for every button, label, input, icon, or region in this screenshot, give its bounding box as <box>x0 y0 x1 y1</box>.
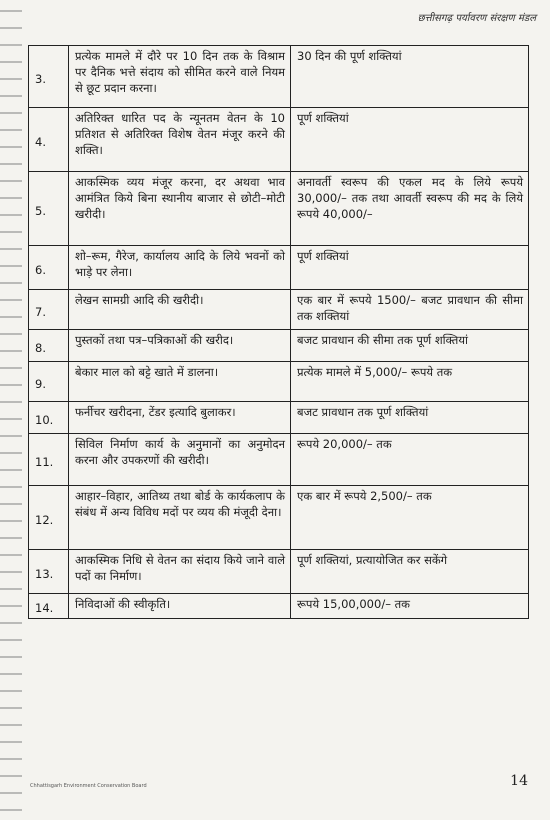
row-number: 11. <box>29 434 69 486</box>
row-number: 10. <box>29 402 69 434</box>
row-power: रूपये 20,000/– तक <box>291 434 529 486</box>
row-number: 3. <box>29 46 69 108</box>
spiral-binding <box>0 0 22 820</box>
table-row <box>29 46 529 108</box>
row-description: फर्नीचर खरीदना, टेंडर इत्यादि बुलाकर। <box>69 402 291 434</box>
row-number: 9. <box>29 362 69 402</box>
row-number: 12. <box>29 486 69 550</box>
table-row <box>29 402 529 434</box>
row-description: प्रत्येक मामले में दौरे पर 10 दिन तक के विश्राम पर दैनिक भत्ते संदाय को सीमित करने वाले नियम से छूट प्रदान करना। <box>69 46 291 108</box>
powers-table <box>28 45 529 619</box>
table-row <box>29 290 529 330</box>
row-power: पूर्ण शक्तियां <box>291 108 529 172</box>
row-power: बजट प्रावधान तक पूर्ण शक्तियां <box>291 402 529 434</box>
row-power: रूपये 15,00,000/– तक <box>291 594 529 619</box>
table-row <box>29 434 529 486</box>
row-description: आकस्मिक व्यय मंजूर करना, दर अथवा भाव आमंत्रित किये बिना स्थानीय बाजार से छोटी–मोटी खरीदी। <box>69 172 291 246</box>
row-power: बजट प्रावधान की सीमा तक पूर्ण शक्तियां <box>291 330 529 362</box>
page-header: छत्तीसगढ़ पर्यावरण संरक्षण मंडल <box>417 13 536 24</box>
row-description: आकस्मिक निधि से वेतन का संदाय किये जाने वाले पदों का निर्माण। <box>69 550 291 594</box>
table-row <box>29 172 529 246</box>
row-description: निविदाओं की स्वीकृति। <box>69 594 291 619</box>
row-description: लेखन सामग्री आदि की खरीदी। <box>69 290 291 330</box>
row-power: अनावर्ती स्वरूप की एकल मद के लिये रूपये 30,000/– तक तथा आवर्ती स्वरूप की मद के लिये रूपये 40,000/– <box>291 172 529 246</box>
table-row <box>29 246 529 290</box>
table-row <box>29 486 529 550</box>
table-row <box>29 330 529 362</box>
row-power: 30 दिन की पूर्ण शक्तियां <box>291 46 529 108</box>
row-number: 4. <box>29 108 69 172</box>
row-number: 8. <box>29 330 69 362</box>
row-power: प्रत्येक मामले में 5,000/– रूपये तक <box>291 362 529 402</box>
row-number: 7. <box>29 290 69 330</box>
row-description: पुस्तकों तथा पत्र–पत्रिकाओं की खरीद। <box>69 330 291 362</box>
footer-note: Chhattisgarh Environment Conservation Board <box>30 783 147 789</box>
row-power: एक बार में रूपये 2,500/– तक <box>291 486 529 550</box>
row-description: सिविल निर्माण कार्य के अनुमानों का अनुमोदन करना और उपकरणों की खरीदी। <box>69 434 291 486</box>
row-description: शो–रूम, गैरेज, कार्यालय आदि के लिये भवनों को भाड़े पर लेना। <box>69 246 291 290</box>
row-number: 6. <box>29 246 69 290</box>
row-description: आहार–विहार, आतिथ्य तथा बोर्ड के कार्यकलाप के संबंध में अन्य विविध मदों पर व्यय की मंजूदी देना। <box>69 486 291 550</box>
table-row <box>29 362 529 402</box>
row-description: बेकार माल को बट्टे खाते में डालना। <box>69 362 291 402</box>
row-number: 14. <box>29 594 69 619</box>
table-row <box>29 550 529 594</box>
table-row <box>29 108 529 172</box>
row-power: एक बार में रूपये 1500/– बजट प्रावधान की सीमा तक शक्तियां <box>291 290 529 330</box>
table-row <box>29 594 529 619</box>
row-description: अतिरिक्त धारित पद के न्यूनतम वेतन के 10 प्रतिशत से अतिरिक्त विशेष वेतन मंजूर करने की शक्ति। <box>69 108 291 172</box>
row-number: 13. <box>29 550 69 594</box>
row-power: पूर्ण शक्तियां <box>291 246 529 290</box>
page-number: 14 <box>510 773 528 789</box>
row-power: पूर्ण शक्तियां, प्रत्यायोजित कर सकेंगे <box>291 550 529 594</box>
row-number: 5. <box>29 172 69 246</box>
